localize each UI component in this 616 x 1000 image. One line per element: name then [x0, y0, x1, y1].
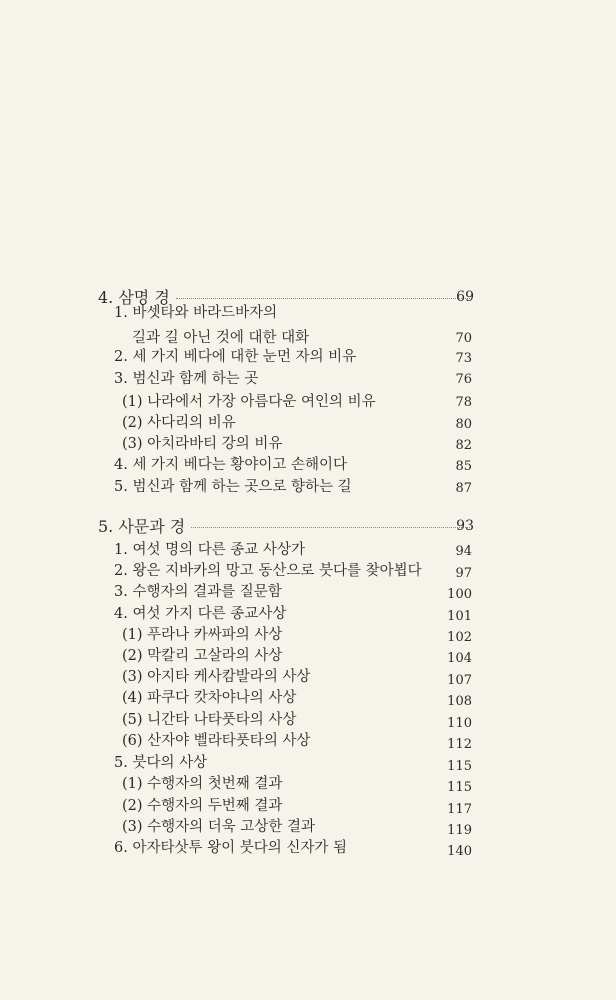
- toc-entry-page: 117: [447, 802, 472, 817]
- toc-entry: (3) 아지타 케사캄발라의 사상: [122, 669, 311, 685]
- toc-entry-page: 119: [447, 823, 472, 838]
- toc-entry: 3. 범신과 함께 하는 곳: [114, 371, 259, 387]
- toc-entry-page: 107: [447, 673, 472, 688]
- toc-entry-page: 76: [455, 372, 472, 387]
- toc-entry: 1. 바셋타와 바라드바자의: [114, 305, 278, 321]
- toc-entry: (2) 수행자의 두번째 결과: [122, 798, 283, 814]
- toc-entry-page: 110: [447, 716, 472, 731]
- section-page-number: 93: [456, 518, 474, 534]
- toc-entry: 3. 수행자의 결과를 질문함: [114, 584, 282, 600]
- toc-entry-page: 87: [455, 481, 472, 496]
- toc-entry: 4. 여섯 가지 다른 종교사상: [114, 606, 287, 622]
- toc-entry: (2) 사다리의 비유: [122, 415, 236, 431]
- toc-entry-page: 102: [447, 630, 472, 645]
- dot-leader: [191, 527, 470, 528]
- toc-entry: 5. 범신과 함께 하는 곳으로 향하는 길: [114, 479, 352, 495]
- toc-entry: 1. 여섯 명의 다른 종교 사상가: [114, 542, 305, 558]
- section-title: 5. 사문과 경: [98, 517, 186, 536]
- toc-entry-page: 115: [447, 780, 472, 795]
- toc-entry: (3) 아치라바티 강의 비유: [122, 436, 283, 452]
- dot-leader: [176, 298, 470, 299]
- toc-entry-page: 104: [447, 651, 472, 666]
- toc-entry-page: 82: [455, 438, 472, 453]
- toc-entry-page: 97: [455, 566, 472, 581]
- toc-entry: (4) 파쿠다 캇차야나의 사상: [122, 690, 297, 706]
- toc-entry-page: 101: [447, 609, 472, 624]
- toc-entry: 5. 붓다의 사상: [114, 755, 208, 771]
- toc-entry-page: 78: [455, 395, 472, 410]
- toc-entry: 6. 아자타삿투 왕이 붓다의 신자가 됨: [114, 840, 347, 856]
- section-page-number: 69: [456, 289, 474, 305]
- toc-entry: (3) 수행자의 더욱 고상한 결과: [122, 819, 316, 835]
- toc-entry-page: 85: [455, 459, 472, 474]
- toc-entry: 2. 왕은 지바카의 망고 동산으로 붓다를 찾아뵙다: [114, 563, 422, 579]
- toc-entry: 4. 세 가지 베다는 황야이고 손해이다: [114, 457, 347, 473]
- toc-entry: (1) 푸라나 카싸파의 사상: [122, 627, 283, 643]
- toc-entry: (2) 막칼리 고살라의 사상: [122, 648, 283, 664]
- toc-entry: (1) 수행자의 첫번째 결과: [122, 776, 283, 792]
- toc-entry-page: 100: [447, 587, 472, 602]
- toc-entry: (6) 산자야 벨라타풋타의 사상: [122, 733, 311, 749]
- toc-entry: (1) 나라에서 가장 아름다운 여인의 비유: [122, 394, 376, 410]
- toc-entry-page: 115: [447, 759, 472, 774]
- section-title: 4. 삼명 경: [98, 288, 170, 307]
- toc-entry-page: 70: [455, 331, 472, 346]
- toc-entry: (5) 니간타 나타풋타의 사상: [122, 712, 297, 728]
- toc-entry-page: 94: [455, 544, 472, 559]
- section-title-row: [98, 514, 476, 538]
- toc-entry-page: 140: [447, 844, 472, 859]
- toc-entry-page: 112: [447, 737, 472, 752]
- toc-entry: 2. 세 가지 베다에 대한 눈먼 자의 비유: [114, 349, 357, 365]
- toc-entry: 길과 길 아닌 것에 대한 대화: [132, 330, 310, 346]
- toc-entry-page: 108: [447, 694, 472, 709]
- toc-entry-page: 73: [455, 351, 472, 366]
- toc-entry-page: 80: [455, 417, 472, 432]
